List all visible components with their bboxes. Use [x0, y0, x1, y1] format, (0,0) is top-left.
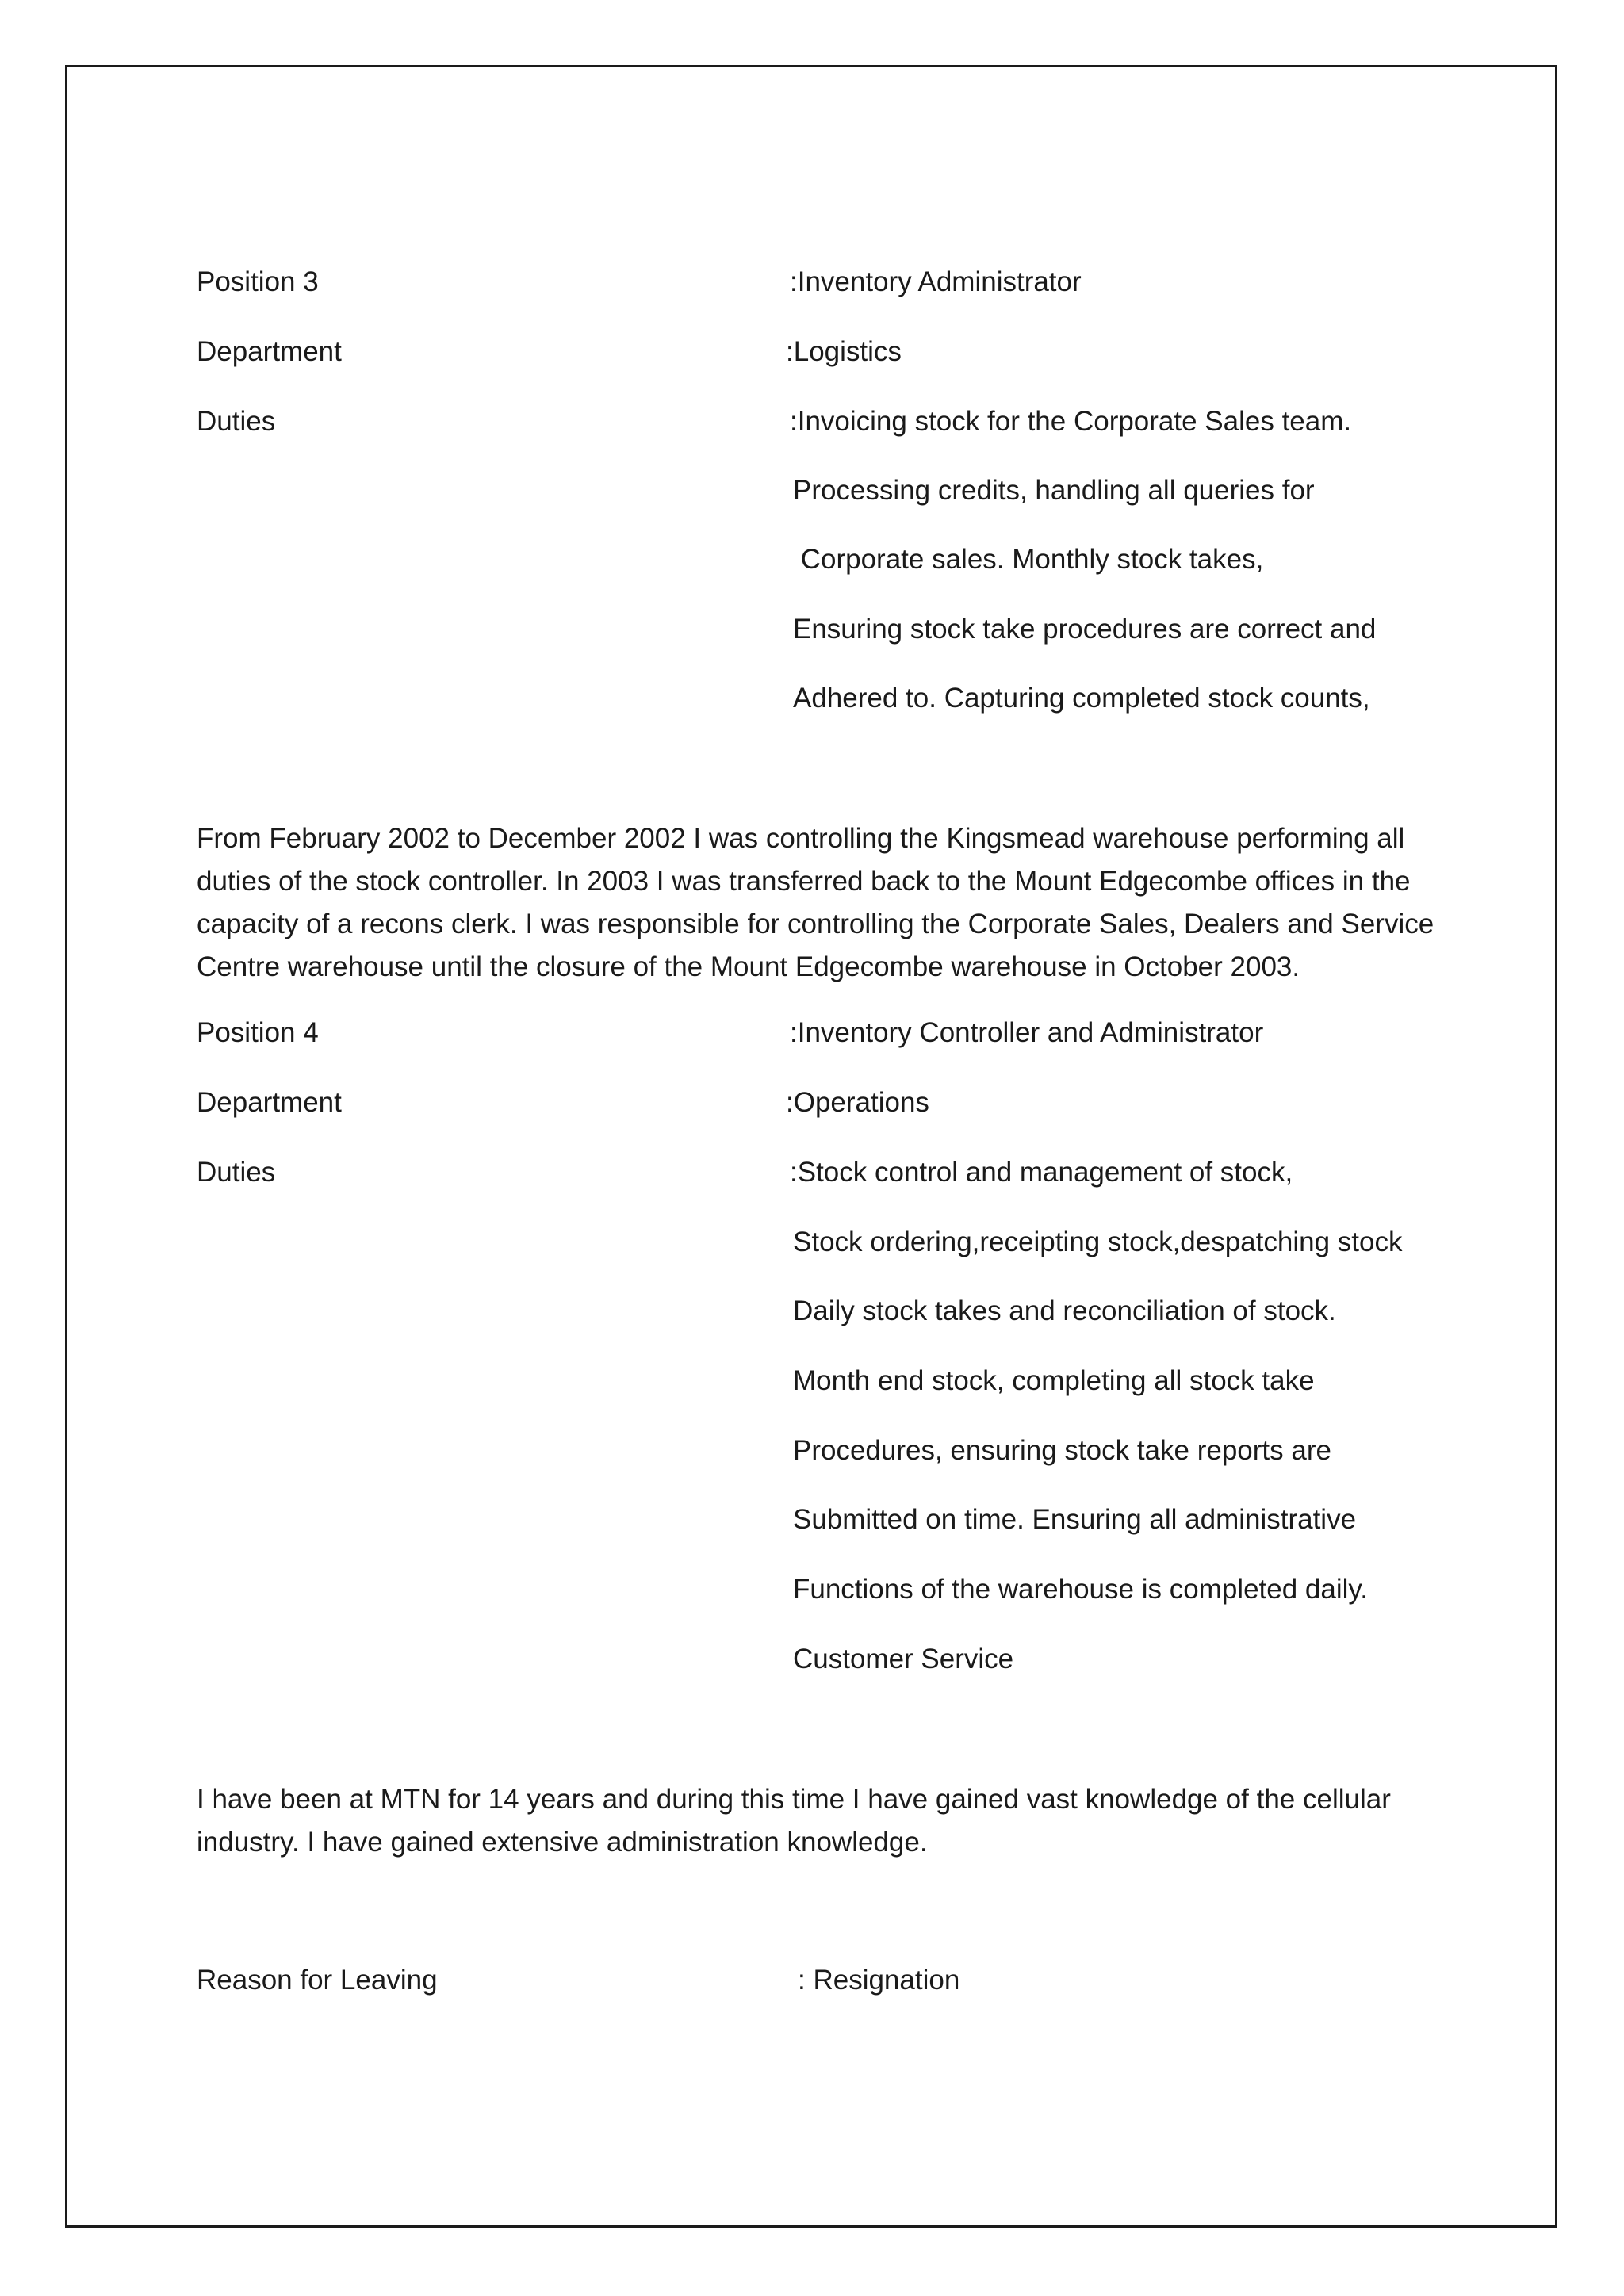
position-4-value: :Inventory Controller and Administrator — [790, 1017, 1264, 1048]
reason-value: : Resignation — [798, 1965, 960, 1996]
department-3-label: Department — [197, 336, 342, 367]
duties-4-label: Duties — [197, 1157, 276, 1188]
position-3-label: Position 3 — [197, 266, 319, 297]
summary-paragraph-line: I have been at MTN for 14 years and during this time I have gained vast knowledge of the cellular — [197, 1784, 1391, 1815]
reason-label: Reason for Leaving — [197, 1965, 438, 1996]
duties-3-line: Adhered to. Capturing completed stock counts, — [793, 683, 1370, 714]
duties-3-line: :Invoicing stock for the Corporate Sales team. — [790, 406, 1352, 437]
history-paragraph-line: From February 2002 to December 2002 I was controlling the Kingsmead warehouse performing all — [197, 823, 1405, 854]
duties-4-line: :Stock control and management of stock, — [790, 1157, 1293, 1188]
duties-3-line: Ensuring stock take procedures are correct and — [793, 614, 1377, 645]
position-3-value: :Inventory Administrator — [790, 266, 1082, 297]
department-4-value: :Operations — [786, 1087, 929, 1118]
history-paragraph — [197, 817, 1450, 989]
duties-4-line: Customer Service — [793, 1644, 1014, 1674]
summary-paragraph — [197, 1778, 1450, 1864]
duties-3-label: Duties — [197, 406, 276, 437]
duties-4-line: Daily stock takes and reconciliation of stock. — [793, 1295, 1336, 1326]
duties-3-line: Processing credits, handling all queries for — [793, 475, 1315, 506]
duties-4-line: Month end stock, completing all stock take — [793, 1365, 1315, 1396]
department-3-value: :Logistics — [786, 336, 902, 367]
duties-4-line: Stock ordering,receipting stock,despatching stock — [793, 1226, 1403, 1257]
page-border — [65, 65, 1557, 2228]
position-4-label: Position 4 — [197, 1017, 319, 1048]
history-paragraph-line: Centre warehouse until the closure of the Mount Edgecombe warehouse in October 2003. — [197, 951, 1300, 982]
duties-4-line: Procedures, ensuring stock take reports are — [793, 1435, 1331, 1466]
department-4-label: Department — [197, 1087, 342, 1118]
duties-4-line: Functions of the warehouse is completed daily. — [793, 1574, 1369, 1605]
summary-paragraph-line: industry. I have gained extensive administration knowledge. — [197, 1827, 928, 1858]
duties-4-line: Submitted on time. Ensuring all administrative — [793, 1504, 1357, 1535]
duties-3-line: Corporate sales. Monthly stock takes, — [793, 544, 1264, 575]
history-paragraph-line: capacity of a recons clerk. I was responsible for controlling the Corporate Sales, Dealers and Service — [197, 909, 1434, 939]
history-paragraph-line: duties of the stock controller. In 2003 I was transferred back to the Mount Edgecombe offices in the — [197, 866, 1411, 897]
